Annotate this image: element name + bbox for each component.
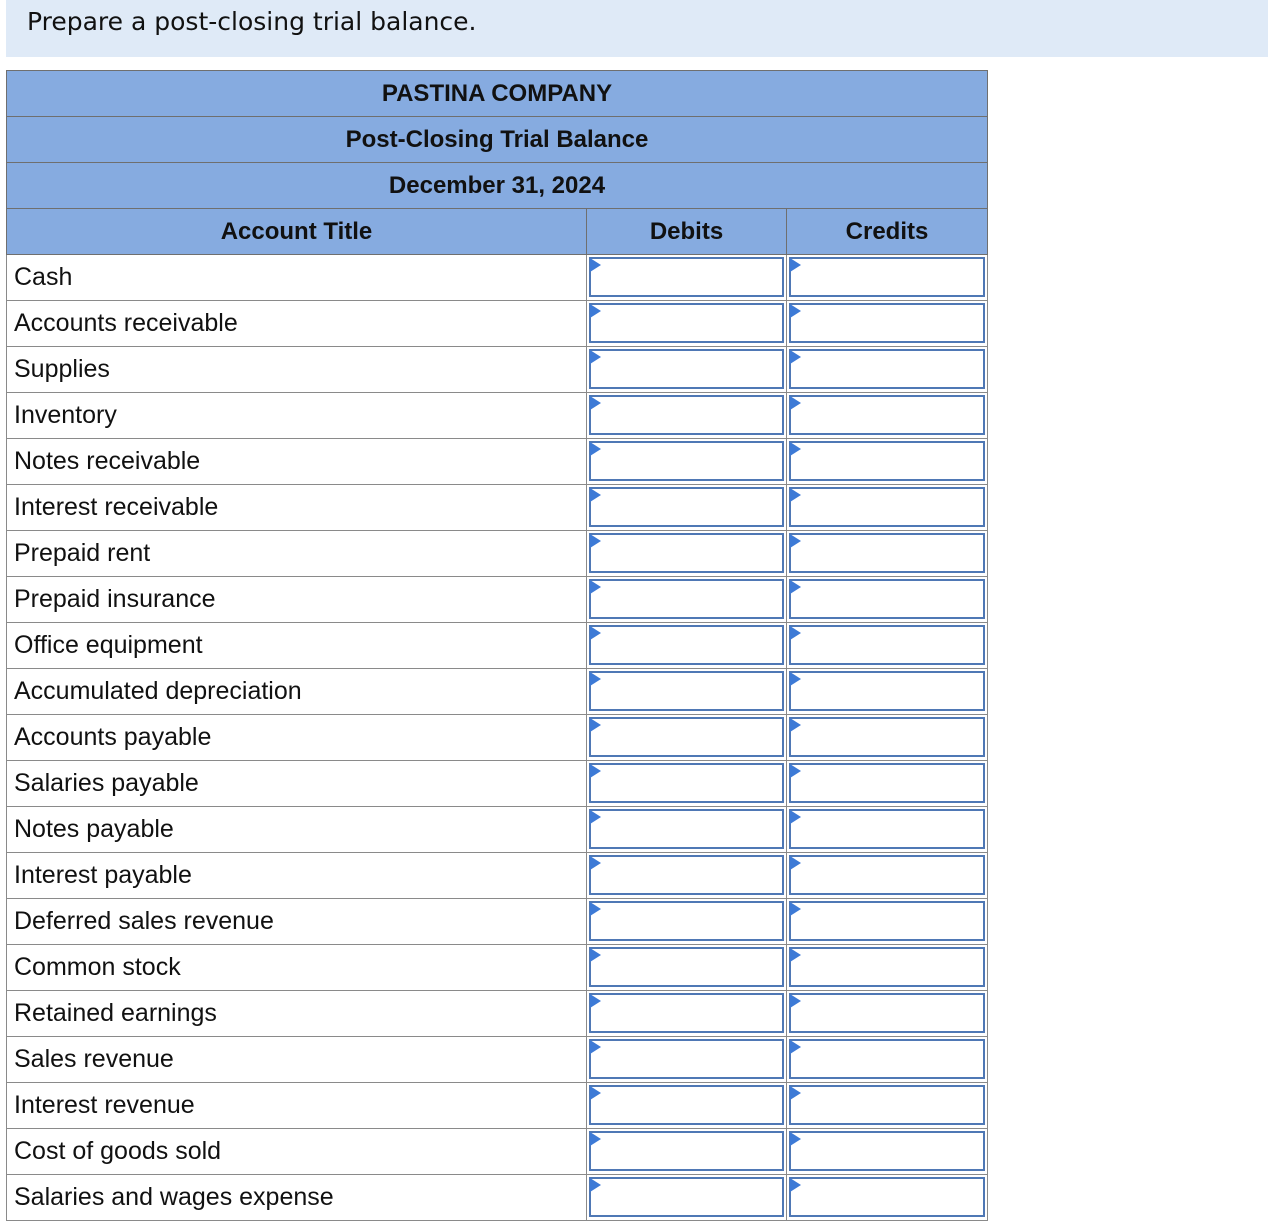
debit-cell: [587, 1083, 787, 1129]
credit-input[interactable]: [791, 1179, 983, 1215]
credit-cell: [787, 255, 988, 301]
account-title: Notes receivable: [7, 439, 587, 485]
debit-input-box: [589, 349, 784, 389]
credit-input-box: [789, 579, 985, 619]
debit-input-box: [589, 993, 784, 1033]
dropdown-marker-icon[interactable]: [790, 902, 801, 916]
credit-cell: [787, 853, 988, 899]
table-row: [7, 899, 988, 945]
debit-input[interactable]: [591, 397, 782, 433]
table-row: [7, 853, 988, 899]
credit-input-box: [789, 1039, 985, 1079]
debit-input-box: [589, 809, 784, 849]
table-row: [7, 945, 988, 991]
credit-input[interactable]: [791, 903, 983, 939]
credit-cell: [787, 807, 988, 853]
instruction-text: Prepare a post-closing trial balance.: [27, 7, 477, 36]
credit-input-box: [789, 855, 985, 895]
debit-input[interactable]: [591, 581, 782, 617]
dropdown-marker-icon[interactable]: [590, 626, 601, 640]
credit-input[interactable]: [791, 1041, 983, 1077]
credit-input-box: [789, 303, 985, 343]
dropdown-marker-icon[interactable]: [590, 902, 601, 916]
debit-input-box: [589, 671, 784, 711]
credit-cell: [787, 485, 988, 531]
credit-input[interactable]: [791, 443, 983, 479]
credit-input-box: [789, 441, 985, 481]
debit-input-box: [589, 625, 784, 665]
credit-input-box: [789, 671, 985, 711]
debit-cell: [587, 439, 787, 485]
account-title: Prepaid insurance: [7, 577, 587, 623]
table-row: [7, 1037, 988, 1083]
debit-cell: [587, 853, 787, 899]
debit-input[interactable]: [591, 259, 782, 295]
credit-input-box: [789, 395, 985, 435]
dropdown-marker-icon[interactable]: [790, 856, 801, 870]
table-row: [7, 715, 988, 761]
account-title: Deferred sales revenue: [7, 899, 587, 945]
debit-input-box: [589, 533, 784, 573]
credit-input[interactable]: [791, 719, 983, 755]
table-row: [7, 301, 988, 347]
credit-input[interactable]: [791, 995, 983, 1031]
account-title: Salaries payable: [7, 761, 587, 807]
debit-input-box: [589, 1039, 784, 1079]
dropdown-marker-icon[interactable]: [790, 534, 801, 548]
debit-cell: [587, 761, 787, 807]
dropdown-marker-icon[interactable]: [590, 488, 601, 502]
dropdown-marker-icon[interactable]: [590, 856, 601, 870]
debit-input-box: [589, 487, 784, 527]
credit-input[interactable]: [791, 581, 983, 617]
credit-cell: [787, 347, 988, 393]
account-title: Inventory: [7, 393, 587, 439]
debit-input[interactable]: [591, 443, 782, 479]
credit-input-box: [789, 1177, 985, 1217]
credit-input[interactable]: [791, 811, 983, 847]
dropdown-marker-icon[interactable]: [590, 948, 601, 962]
dropdown-marker-icon[interactable]: [790, 1132, 801, 1146]
credit-cell: [787, 669, 988, 715]
debit-cell: [587, 991, 787, 1037]
table-row: [7, 1083, 988, 1129]
dropdown-marker-icon[interactable]: [790, 948, 801, 962]
table-row: [7, 485, 988, 531]
dropdown-marker-icon[interactable]: [790, 672, 801, 686]
account-title: Notes payable: [7, 807, 587, 853]
credit-cell: [787, 945, 988, 991]
credit-input[interactable]: [791, 489, 983, 525]
debit-input-box: [589, 579, 784, 619]
instruction-bar: [6, 0, 1268, 57]
debit-input[interactable]: [591, 489, 782, 525]
credit-input-box: [789, 257, 985, 297]
debit-input[interactable]: [591, 351, 782, 387]
debit-input[interactable]: [591, 305, 782, 341]
credit-input[interactable]: [791, 535, 983, 571]
dropdown-marker-icon[interactable]: [790, 994, 801, 1008]
credit-input-box: [789, 763, 985, 803]
credit-input-box: [789, 625, 985, 665]
account-title: Accounts payable: [7, 715, 587, 761]
dropdown-marker-icon[interactable]: [790, 1086, 801, 1100]
table-row: [7, 623, 988, 669]
account-title: Office equipment: [7, 623, 587, 669]
dropdown-marker-icon[interactable]: [590, 994, 601, 1008]
debit-cell: [587, 393, 787, 439]
credit-input[interactable]: [791, 1133, 983, 1169]
debit-input[interactable]: [591, 1179, 782, 1215]
dropdown-marker-icon[interactable]: [790, 1040, 801, 1054]
credit-cell: [787, 393, 988, 439]
table-row: [7, 255, 988, 301]
trial-balance-table: [6, 70, 988, 1221]
account-title: Supplies: [7, 347, 587, 393]
debit-input[interactable]: [591, 949, 782, 985]
credit-input[interactable]: [791, 305, 983, 341]
credit-input-box: [789, 901, 985, 941]
dropdown-marker-icon[interactable]: [790, 626, 801, 640]
debit-cell: [587, 1129, 787, 1175]
debit-input-box: [589, 1085, 784, 1125]
account-title: Common stock: [7, 945, 587, 991]
account-title: Sales revenue: [7, 1037, 587, 1083]
credit-input-box: [789, 809, 985, 849]
table-row: [7, 1129, 988, 1175]
account-title: Interest receivable: [7, 485, 587, 531]
debit-cell: [587, 301, 787, 347]
table-row: [7, 577, 988, 623]
credit-cell: [787, 439, 988, 485]
debit-input-box: [589, 947, 784, 987]
dropdown-marker-icon[interactable]: [790, 718, 801, 732]
credit-cell: [787, 531, 988, 577]
debit-input[interactable]: [591, 765, 782, 801]
dropdown-marker-icon[interactable]: [590, 1086, 601, 1100]
debit-input-box: [589, 855, 784, 895]
debit-cell: [587, 347, 787, 393]
debit-input-box: [589, 395, 784, 435]
debit-input-box: [589, 717, 784, 757]
dropdown-marker-icon[interactable]: [790, 304, 801, 318]
account-title: Salaries and wages expense: [7, 1175, 587, 1221]
debit-input[interactable]: [591, 719, 782, 755]
table-row: [7, 761, 988, 807]
credit-input[interactable]: [791, 673, 983, 709]
dropdown-marker-icon[interactable]: [590, 534, 601, 548]
debit-input[interactable]: [591, 1041, 782, 1077]
debit-cell: [587, 807, 787, 853]
credit-input-box: [789, 349, 985, 389]
credit-input-box: [789, 1131, 985, 1171]
debit-input[interactable]: [591, 995, 782, 1031]
credit-input-box: [789, 947, 985, 987]
debit-cell: [587, 1037, 787, 1083]
dropdown-marker-icon[interactable]: [590, 672, 601, 686]
credit-cell: [787, 1129, 988, 1175]
debit-cell: [587, 669, 787, 715]
account-title: Accumulated depreciation: [7, 669, 587, 715]
credit-input[interactable]: [791, 765, 983, 801]
column-header-row: [7, 209, 988, 255]
table-row: [7, 807, 988, 853]
dropdown-marker-icon[interactable]: [590, 350, 601, 364]
account-title: Retained earnings: [7, 991, 587, 1037]
dropdown-marker-icon[interactable]: [790, 810, 801, 824]
account-title-header: Account Title: [7, 209, 587, 255]
debit-input[interactable]: [591, 627, 782, 663]
credit-cell: [787, 623, 988, 669]
debit-input[interactable]: [591, 811, 782, 847]
dropdown-marker-icon[interactable]: [590, 1040, 601, 1054]
debits-header: Debits: [587, 209, 787, 255]
table-row: [7, 439, 988, 485]
dropdown-marker-icon[interactable]: [790, 1178, 801, 1192]
account-title: Prepaid rent: [7, 531, 587, 577]
statement-title: Post-Closing Trial Balance: [7, 117, 988, 163]
credits-header: Credits: [787, 209, 988, 255]
debit-input-box: [589, 257, 784, 297]
credit-input[interactable]: [791, 351, 983, 387]
account-title: Interest revenue: [7, 1083, 587, 1129]
debit-input-box: [589, 303, 784, 343]
table-row: [7, 531, 988, 577]
account-title: Cash: [7, 255, 587, 301]
credit-input-box: [789, 487, 985, 527]
credit-input[interactable]: [791, 949, 983, 985]
credit-input[interactable]: [791, 857, 983, 893]
dropdown-marker-icon[interactable]: [790, 764, 801, 778]
dropdown-marker-icon[interactable]: [590, 258, 601, 272]
credit-input[interactable]: [791, 397, 983, 433]
debit-cell: [587, 623, 787, 669]
dropdown-marker-icon[interactable]: [590, 442, 601, 456]
credit-input[interactable]: [791, 627, 983, 663]
debit-input-box: [589, 763, 784, 803]
credit-cell: [787, 715, 988, 761]
credit-input-box: [789, 1085, 985, 1125]
credit-cell: [787, 301, 988, 347]
dropdown-marker-icon[interactable]: [790, 350, 801, 364]
credit-cell: [787, 761, 988, 807]
account-title: Interest payable: [7, 853, 587, 899]
debit-input-box: [589, 901, 784, 941]
debit-input[interactable]: [591, 857, 782, 893]
dropdown-marker-icon[interactable]: [590, 810, 601, 824]
account-title: Accounts receivable: [7, 301, 587, 347]
dropdown-marker-icon[interactable]: [590, 1132, 601, 1146]
credit-cell: [787, 1037, 988, 1083]
table-row: [7, 347, 988, 393]
dropdown-marker-icon[interactable]: [790, 442, 801, 456]
credit-cell: [787, 899, 988, 945]
table-row: [7, 991, 988, 1037]
debit-input[interactable]: [591, 535, 782, 571]
debit-input-box: [589, 1177, 784, 1217]
credit-cell: [787, 1083, 988, 1129]
debit-cell: [587, 531, 787, 577]
debit-cell: [587, 899, 787, 945]
dropdown-marker-icon[interactable]: [590, 396, 601, 410]
credit-input-box: [789, 993, 985, 1033]
dropdown-marker-icon[interactable]: [790, 488, 801, 502]
debit-cell: [587, 945, 787, 991]
credit-input[interactable]: [791, 259, 983, 295]
debit-cell: [587, 485, 787, 531]
statement-title-row: [7, 117, 988, 163]
debit-cell: [587, 577, 787, 623]
credit-cell: [787, 991, 988, 1037]
dropdown-marker-icon[interactable]: [790, 258, 801, 272]
credit-cell: [787, 577, 988, 623]
debit-input[interactable]: [591, 673, 782, 709]
dropdown-marker-icon[interactable]: [790, 580, 801, 594]
debit-input[interactable]: [591, 1133, 782, 1169]
company-name: PASTINA COMPANY: [7, 71, 988, 117]
account-title: Cost of goods sold: [7, 1129, 587, 1175]
dropdown-marker-icon[interactable]: [590, 764, 601, 778]
dropdown-marker-icon[interactable]: [590, 1178, 601, 1192]
dropdown-marker-icon[interactable]: [590, 718, 601, 732]
dropdown-marker-icon[interactable]: [590, 304, 601, 318]
debit-input[interactable]: [591, 1087, 782, 1123]
debit-input-box: [589, 1131, 784, 1171]
debit-input-box: [589, 441, 784, 481]
credit-input-box: [789, 533, 985, 573]
table-row: [7, 669, 988, 715]
credit-input-box: [789, 717, 985, 757]
dropdown-marker-icon[interactable]: [790, 396, 801, 410]
statement-date-row: [7, 163, 988, 209]
company-name-row: [7, 71, 988, 117]
debit-cell: [587, 255, 787, 301]
debit-cell: [587, 715, 787, 761]
table-row: [7, 393, 988, 439]
dropdown-marker-icon[interactable]: [590, 580, 601, 594]
credit-input[interactable]: [791, 1087, 983, 1123]
debit-input[interactable]: [591, 903, 782, 939]
statement-date: December 31, 2024: [7, 163, 988, 209]
